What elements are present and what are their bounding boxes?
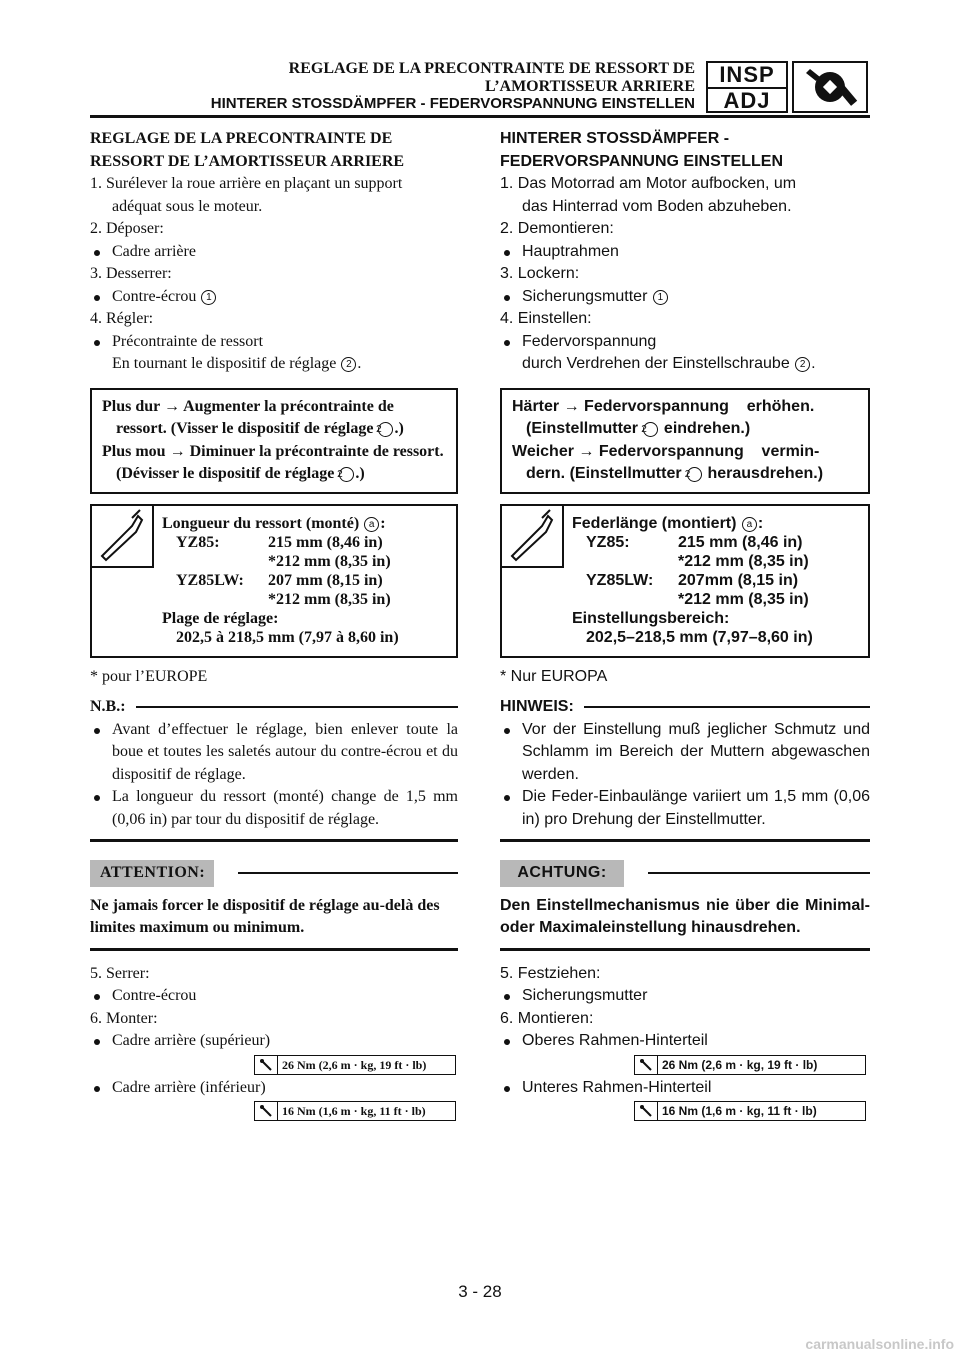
header-title-line3: HINTERER STOSSDÄMPFER - FEDERVORSPANNUNG EINSTELLEN [210, 95, 695, 112]
item-text: durch Verdrehen der Einstellschraube [522, 355, 790, 372]
caliper-icon [92, 506, 154, 568]
box-term: Plus dur [102, 397, 160, 415]
header-rule [90, 115, 870, 118]
spec-key: YZ85: [176, 533, 220, 551]
step-1-cont: das Hinterrad vom Boden abzuheben. [522, 197, 792, 215]
spec-title: Longueur du ressort (monté) a : [162, 514, 386, 532]
arrow-icon: → [578, 442, 595, 460]
badge-top: INSP [708, 63, 786, 89]
torque-wrench-icon [635, 1102, 658, 1120]
spec-label: Federlänge (montiert) [572, 514, 737, 532]
footnote: * Nur EUROPA [500, 667, 608, 685]
page-number: 3 - 28 [458, 1282, 502, 1301]
box-term: Weicher [512, 442, 574, 460]
torque-wrench-icon [255, 1102, 278, 1120]
spec-value: 215 mm (8,46 in) [268, 533, 383, 551]
section-title: RESSORT DE L’AMORTISSEUR ARRIERE [90, 152, 405, 170]
adjust-direction-box [90, 388, 458, 494]
adjust-direction-box [500, 388, 870, 494]
header-title-line1: REGLAGE DE LA PRECONTRAINTE DE RESSORT DE [288, 60, 695, 77]
spec-row [162, 552, 399, 571]
arrow-icon: → [163, 397, 180, 415]
list-item: Contre-écrou [90, 985, 458, 1008]
box-text: Diminuer la précontrainte de [189, 442, 389, 460]
note-label: HINWEIS: [500, 698, 574, 715]
spec-box [500, 504, 870, 658]
callout-2: 2 [687, 467, 702, 482]
spec-key: YZ85LW: [586, 571, 654, 589]
insp-adj-badge [706, 61, 788, 113]
callout-2: 2 [643, 422, 658, 437]
spec-box [90, 504, 458, 658]
spec-value: *212 mm (8,35 in) [268, 552, 391, 570]
spec-row [572, 571, 813, 590]
box-text: ressort. (Visser le dispositif de réglage [116, 420, 374, 437]
spec-range-value: 202,5–218,5 mm (7,97–8,60 in) [586, 628, 813, 646]
callout-2: 2 [378, 422, 393, 437]
torque-spec [634, 1101, 866, 1121]
spec-value: *212 mm (8,35 in) [268, 590, 391, 608]
note-heading [90, 696, 458, 719]
note-item: Die Feder-Einbaulänge variiert um 1,5 mm (0,06 in) pro Drehung der Einstellmutter. [500, 786, 870, 831]
caution-heading [500, 860, 870, 887]
spec-row [162, 533, 399, 552]
caution-end-rule [500, 948, 870, 951]
item-text: Sicherungsmutter [522, 287, 648, 305]
step-4: 4. Régler: [90, 310, 154, 327]
note-item: Avant d’effectuer le réglage, bien enlever toute la boue et toutes les saletés autour du contre-écrou et du dispositif de réglage. [90, 719, 458, 787]
item-text: En tournant le dispositif de réglage [112, 355, 337, 372]
note-item: La longueur du ressort (monté) change de 1,5 mm (0,06 in) par tour du dispositif de réglage. [90, 786, 458, 831]
torque-spec [634, 1055, 866, 1075]
step-3: 3. Desserrer: [90, 265, 172, 282]
spec-range-label: Einstellungsbereich: [572, 609, 730, 627]
callout-2: 2 [341, 357, 356, 372]
spec-row [162, 590, 399, 609]
box-text: Federvorspannung erhöhen. [584, 397, 815, 415]
callout-2: 2 [339, 467, 354, 482]
arrow-icon: → [169, 442, 186, 460]
wrench-icon [792, 61, 868, 113]
spec-row [162, 571, 399, 590]
caution-end-rule [90, 948, 458, 951]
torque-value: 16 Nm (1,6 m · kg, 11 ft · lb) [282, 1104, 426, 1118]
box-text: Federvorspannung vermin- [598, 442, 820, 460]
torque-wrench-icon [255, 1056, 278, 1074]
box-text: eindrehen.) [663, 420, 751, 437]
torque-spec [254, 1055, 456, 1075]
list-item [90, 286, 458, 309]
spec-value: 207mm (8,15 in) [678, 571, 799, 589]
callout-2: 2 [795, 357, 810, 372]
caution-label: ATTENTION: [90, 860, 214, 887]
caution-heading [90, 860, 458, 887]
callout-a: a [364, 517, 379, 532]
spec-value: 215 mm (8,46 in) [678, 533, 803, 551]
step-5: 5. Serrer: [90, 964, 150, 982]
torque-value: 26 Nm (2,6 m · kg, 19 ft · lb) [282, 1057, 427, 1072]
list-item-detail: En tournant le dispositif de réglage 2 . [112, 355, 362, 372]
step-4: 4. Einstellen: [500, 310, 592, 327]
spec-body [162, 514, 399, 647]
spec-range-value: 202,5 à 218,5 mm (7,97 à 8,60 in) [176, 628, 399, 646]
step-5: 5. Festziehen: [500, 964, 601, 982]
badge-bottom: ADJ [723, 88, 771, 113]
caution-text: Ne jamais forcer le dispositif de réglage au-delà des limites maximum ou minimum. [90, 896, 440, 936]
box-term: Härter [512, 397, 560, 415]
spec-body [572, 514, 813, 647]
list-item: Précontrainte de ressort [90, 331, 458, 354]
arrow-icon: → [563, 397, 580, 415]
note-label: N.B.: [90, 698, 126, 715]
list-item-detail: durch Verdrehen der Einstellschraube 2 . [522, 355, 816, 372]
torque-value: 26 Nm (2,6 m · kg, 19 ft · lb) [662, 1057, 818, 1072]
box-text: dern. (Einstellmutter [526, 465, 682, 482]
box-term: Plus mou [102, 442, 166, 460]
box-line: Plus dur → Augmenter la précontrainte de ressort. (Visser le dispositif de réglage 2 .) [102, 397, 404, 437]
header-title-line2: L’AMORTISSEUR ARRIERE [484, 78, 695, 95]
step-2: 2. Déposer: [90, 220, 164, 237]
german-column [500, 128, 870, 1123]
note-end-rule [500, 839, 870, 842]
box-text: Augmenter la précontrainte de [183, 397, 394, 415]
spec-value: *212 mm (8,35 in) [678, 552, 809, 570]
box-line: Plus mou → Diminuer la précontrainte de ressort. (Dévisser le dispositif de réglage 2 .) [102, 442, 444, 482]
caliper-icon [502, 506, 564, 568]
spec-row [572, 590, 813, 609]
section-title: REGLAGE DE LA PRECONTRAINTE DE [90, 130, 393, 147]
caution-text: Den Einstellmechanismus nie über die Minimal- oder Maximaleinstellung hinausdrehen. [500, 896, 870, 936]
step-1: 1. Das Motorrad am Motor aufbocken, um [500, 175, 797, 192]
spec-value: *212 mm (8,35 in) [678, 590, 809, 608]
torque-spec [254, 1101, 456, 1121]
list-item: Cadre arrière (inférieur) [90, 1077, 458, 1100]
callout-1: 1 [653, 290, 668, 305]
spec-row [572, 552, 813, 571]
step-6: 6. Montieren: [500, 1009, 594, 1027]
note-heading [500, 696, 870, 719]
note-end-rule [90, 839, 458, 842]
list-item: Unteres Rahmen-Hinterteil [500, 1077, 870, 1100]
caution-label: ACHTUNG: [500, 860, 624, 887]
french-column [90, 128, 458, 1123]
box-line [512, 396, 858, 441]
step-6: 6. Monter: [90, 1009, 158, 1027]
list-item: Hauptrahmen [500, 241, 870, 264]
step-1: 1. Surélever la roue arrière en plaçant un support [90, 175, 403, 192]
box-text: (Einstellmutter [526, 420, 639, 437]
watermark[interactable]: carmanualsonline.info [805, 1336, 954, 1352]
list-item: Cadre arrière [90, 241, 458, 264]
callout-a: a [742, 517, 757, 532]
box-text: herausdrehen.) [707, 465, 824, 482]
spec-key: YZ85LW: [176, 571, 244, 589]
list-item: Federvorspannung [500, 331, 870, 354]
callout-1: 1 [201, 290, 216, 305]
spec-row [572, 533, 813, 552]
note-item: Vor der Einstellung muß jeglicher Schmutz und Schlamm im Bereich der Muttern abgewaschen werden. [500, 719, 870, 787]
list-item [500, 286, 870, 309]
footnote: * pour l’EUROPE [90, 667, 208, 685]
spec-title: Federlänge (montiert) a : [572, 514, 764, 532]
section-title: FEDERVORSPANNUNG EINSTELLEN [500, 152, 783, 170]
torque-value: 16 Nm (1,6 m · kg, 11 ft · lb) [662, 1104, 817, 1118]
step-1-cont: adéquat sous le moteur. [112, 197, 263, 215]
box-line [512, 441, 858, 486]
step-3: 3. Lockern: [500, 265, 580, 282]
spec-label: Longueur du ressort (monté) [162, 514, 360, 532]
list-item: Oberes Rahmen-Hinterteil [500, 1030, 870, 1053]
item-text: Contre-écrou [112, 287, 197, 305]
list-item: Cadre arrière (supérieur) [90, 1030, 458, 1053]
section-title: HINTERER STOSSDÄMPFER - [500, 130, 730, 147]
spec-value: 207 mm (8,15 in) [268, 571, 383, 589]
box-text: ressort. (Dévisser le dispositif de réglage [116, 442, 444, 482]
list-item: Sicherungsmutter [500, 985, 870, 1008]
spec-key: YZ85: [586, 533, 630, 551]
step-2: 2. Demontieren: [500, 220, 614, 237]
spec-range-label: Plage de réglage: [162, 609, 279, 627]
torque-wrench-icon [635, 1056, 658, 1074]
